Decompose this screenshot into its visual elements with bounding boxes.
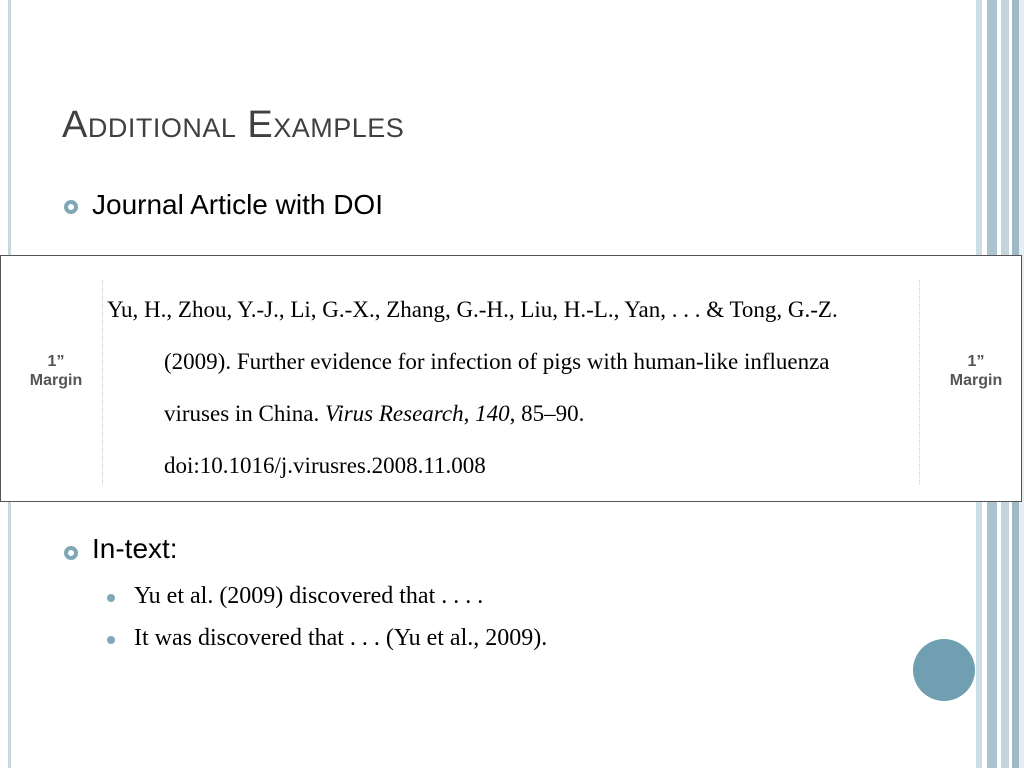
reference-citation — [107, 284, 897, 492]
left-margin-label — [16, 352, 96, 390]
right-margin-size: 1” — [967, 353, 985, 370]
bullet-in-text: In-text: — [92, 533, 178, 564]
bullet-ring-icon — [64, 200, 78, 214]
left-margin-size: 1” — [47, 353, 65, 370]
slide-title: Additional Examples — [62, 104, 405, 146]
citation-separator: , — [463, 401, 476, 426]
bullet-journal-article: Journal Article with DOI — [92, 189, 383, 220]
sub-bullet-parenthetical: It was discovered that . . . (Yu et al., 2009). — [134, 625, 548, 651]
sub-bullet-narrative: Yu et al. (2009) discovered that . . . . — [134, 583, 484, 609]
citation-pages-doi: , 85–90. doi:10.1016/j.virusres.2008.11.008 — [164, 401, 585, 478]
reference-box — [0, 255, 1022, 502]
right-margin-word: Margin — [949, 372, 1003, 389]
citation-journal: Virus Research — [325, 401, 464, 426]
citation-volume: 140 — [475, 401, 510, 426]
decorative-circle — [913, 639, 975, 701]
right-margin-line — [919, 280, 920, 485]
right-margin-label — [936, 352, 1016, 390]
sub-bullet-dot-icon — [107, 594, 115, 602]
sub-bullet-dot-icon — [107, 636, 115, 644]
left-margin-line — [102, 280, 103, 485]
left-margin-word: Margin — [29, 372, 83, 389]
bullet-ring-icon — [64, 546, 78, 560]
citation-authors: Yu, H., Zhou, Y.-J., Li, G.-X., Zhang, G.-H., Liu, H.-L., Yan, . . . & Tong, G.-Z. (2009). Further evidence for infection of pigs with human-like influenza viruses in China. — [107, 297, 838, 426]
